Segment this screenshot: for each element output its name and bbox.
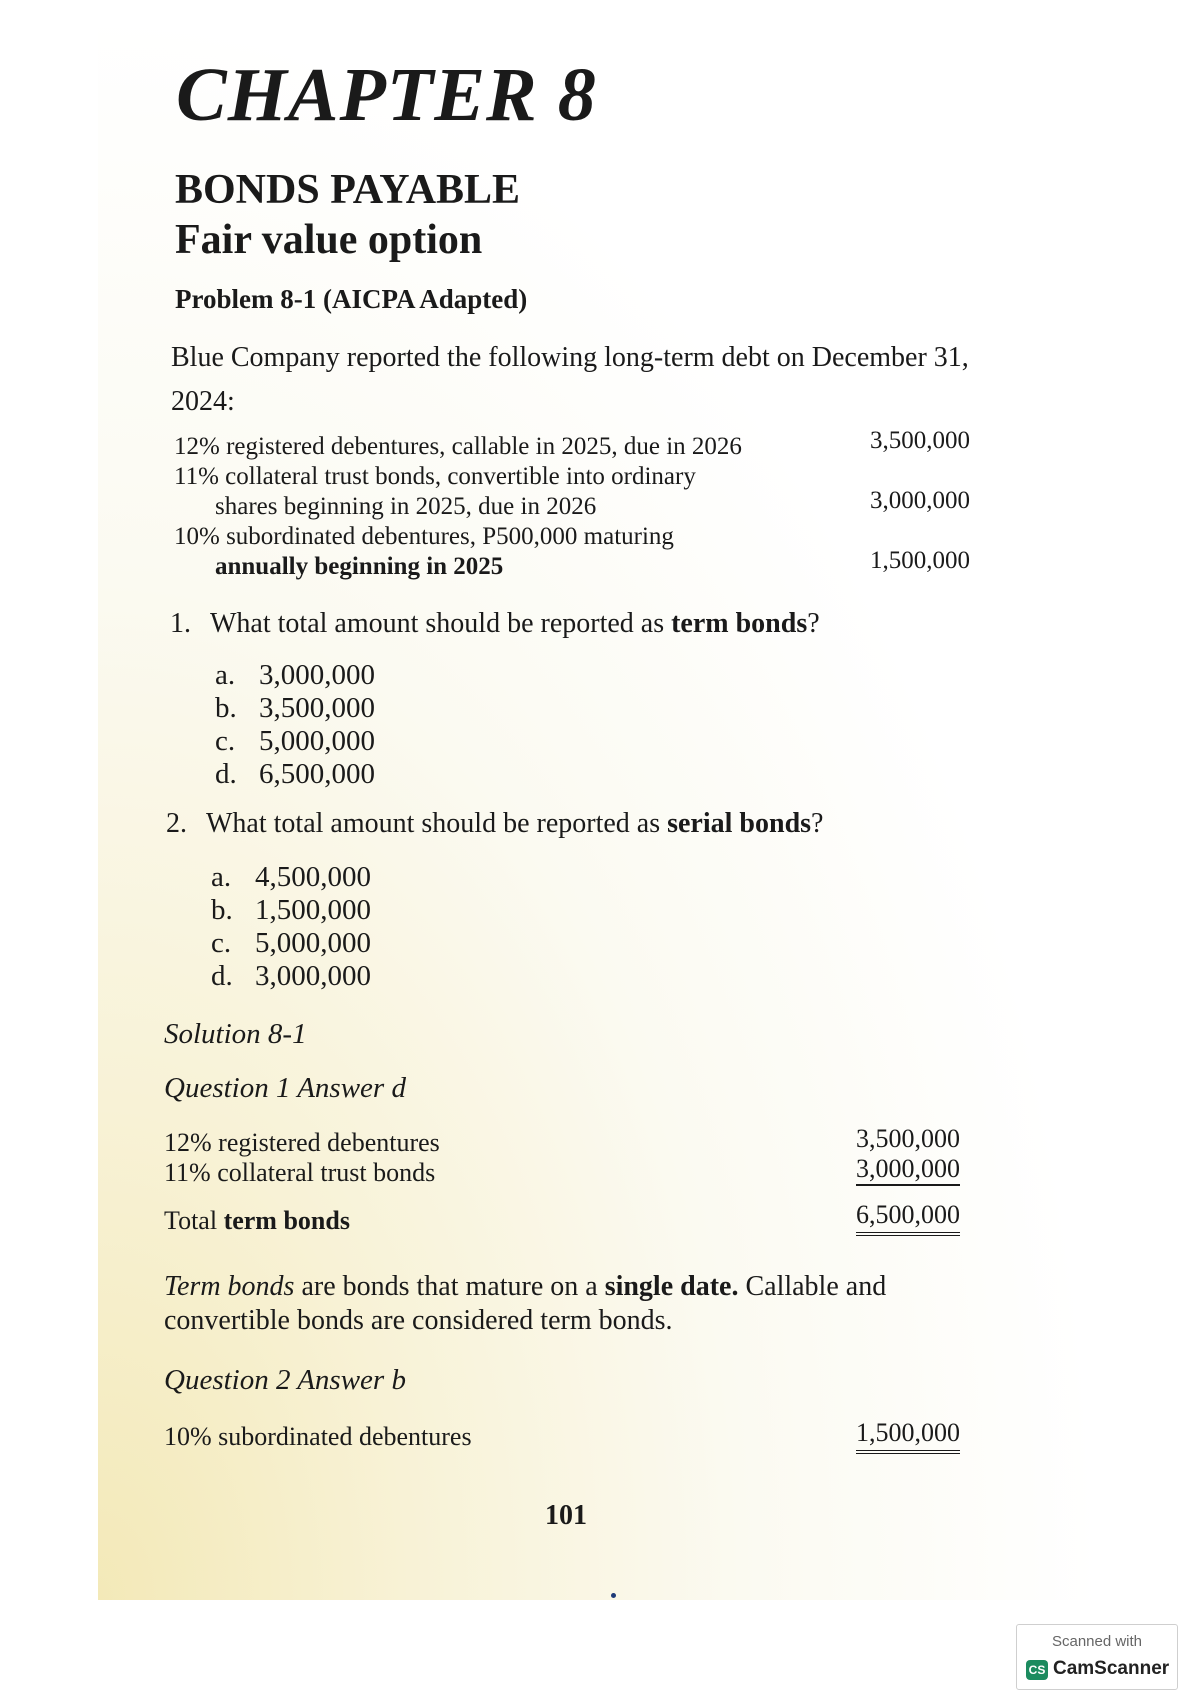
q2-option-d: d. 3,000,000 <box>211 960 371 992</box>
debt-3-amount: 1,500,000 <box>870 547 970 574</box>
question-2-end: ? <box>811 808 824 839</box>
q1-option-c: c. 5,000,000 <box>215 725 375 757</box>
term-bonds-explanation: Term bonds are bonds that mature on a single date. Callable and convertible bonds are considered term bonds. <box>164 1271 887 1336</box>
debt-1-amount: 3,500,000 <box>870 427 970 454</box>
q1-row-2-label: 11% collateral trust bonds <box>164 1158 436 1187</box>
solution-q2-heading: Question 2 Answer b <box>164 1364 406 1396</box>
q2-option-b: b. 1,500,000 <box>211 894 371 926</box>
watermark-brand: CamScanner <box>1053 1658 1170 1679</box>
debt-3-line2: annually beginning in 2025 <box>215 553 504 580</box>
q1-option-b: b. 3,500,000 <box>215 692 375 724</box>
ink-dot <box>611 1593 616 1598</box>
question-1-text: What total amount should be reported as <box>210 608 672 639</box>
debt-3-line1: 10% subordinated debentures, P500,000 maturing <box>174 523 674 550</box>
chapter-heading: CHAPTER 8 <box>176 53 597 137</box>
question-2-number: 2. <box>166 808 187 839</box>
question-1-end: ? <box>807 608 820 639</box>
page-number: 101 <box>545 1500 587 1531</box>
q1-option-a: a. 3,000,000 <box>215 659 375 691</box>
debt-1-line1: 12% registered debentures, callable in 2025, due in 2026 <box>174 433 742 460</box>
question-2-bold: serial bonds <box>667 808 812 839</box>
q2-option-c: c. 5,000,000 <box>211 927 371 959</box>
q1-total-label: Total term bonds <box>164 1206 350 1235</box>
question-2 <box>166 808 823 840</box>
q1-option-d: d. 6,500,000 <box>215 758 375 790</box>
chapter-title: BONDS PAYABLE <box>175 167 521 213</box>
q1-row-2-amount: 3,000,000 <box>856 1154 960 1186</box>
question-1 <box>170 608 820 640</box>
debt-2-line1: 11% collateral trust bonds, convertible into ordinary <box>174 463 696 490</box>
q1-row-1-label: 12% registered debentures <box>164 1128 440 1157</box>
watermark-caption: Scanned with <box>1051 1633 1143 1650</box>
solution-heading: Solution 8-1 <box>164 1018 307 1050</box>
debt-2-line2: shares beginning in 2025, due in 2026 <box>215 493 597 520</box>
q1-row-1-amount: 3,500,000 <box>856 1124 960 1153</box>
q1-total-amount: 6,500,000 <box>856 1200 960 1236</box>
question-2-text: What total amount should be reported as <box>206 808 668 839</box>
problem-heading: Problem 8-1 (AICPA Adapted) <box>175 284 528 314</box>
debt-2-amount: 3,000,000 <box>870 487 970 514</box>
question-1-bold: term bonds <box>671 608 808 639</box>
q2-label: 10% subordinated debentures <box>164 1422 472 1451</box>
solution-q1-heading: Question 1 Answer d <box>164 1072 406 1104</box>
q2-amount: 1,500,000 <box>856 1418 960 1454</box>
question-1-number: 1. <box>170 608 191 639</box>
q2-option-a: a. 4,500,000 <box>211 861 371 893</box>
problem-intro: Blue Company reported the following long-term debt on December 31, 2024: <box>171 342 969 417</box>
chapter-subtitle: Fair value option <box>175 217 483 263</box>
camscanner-logo-icon: CS <box>1026 1660 1048 1680</box>
camscanner-watermark <box>1016 1624 1178 1690</box>
